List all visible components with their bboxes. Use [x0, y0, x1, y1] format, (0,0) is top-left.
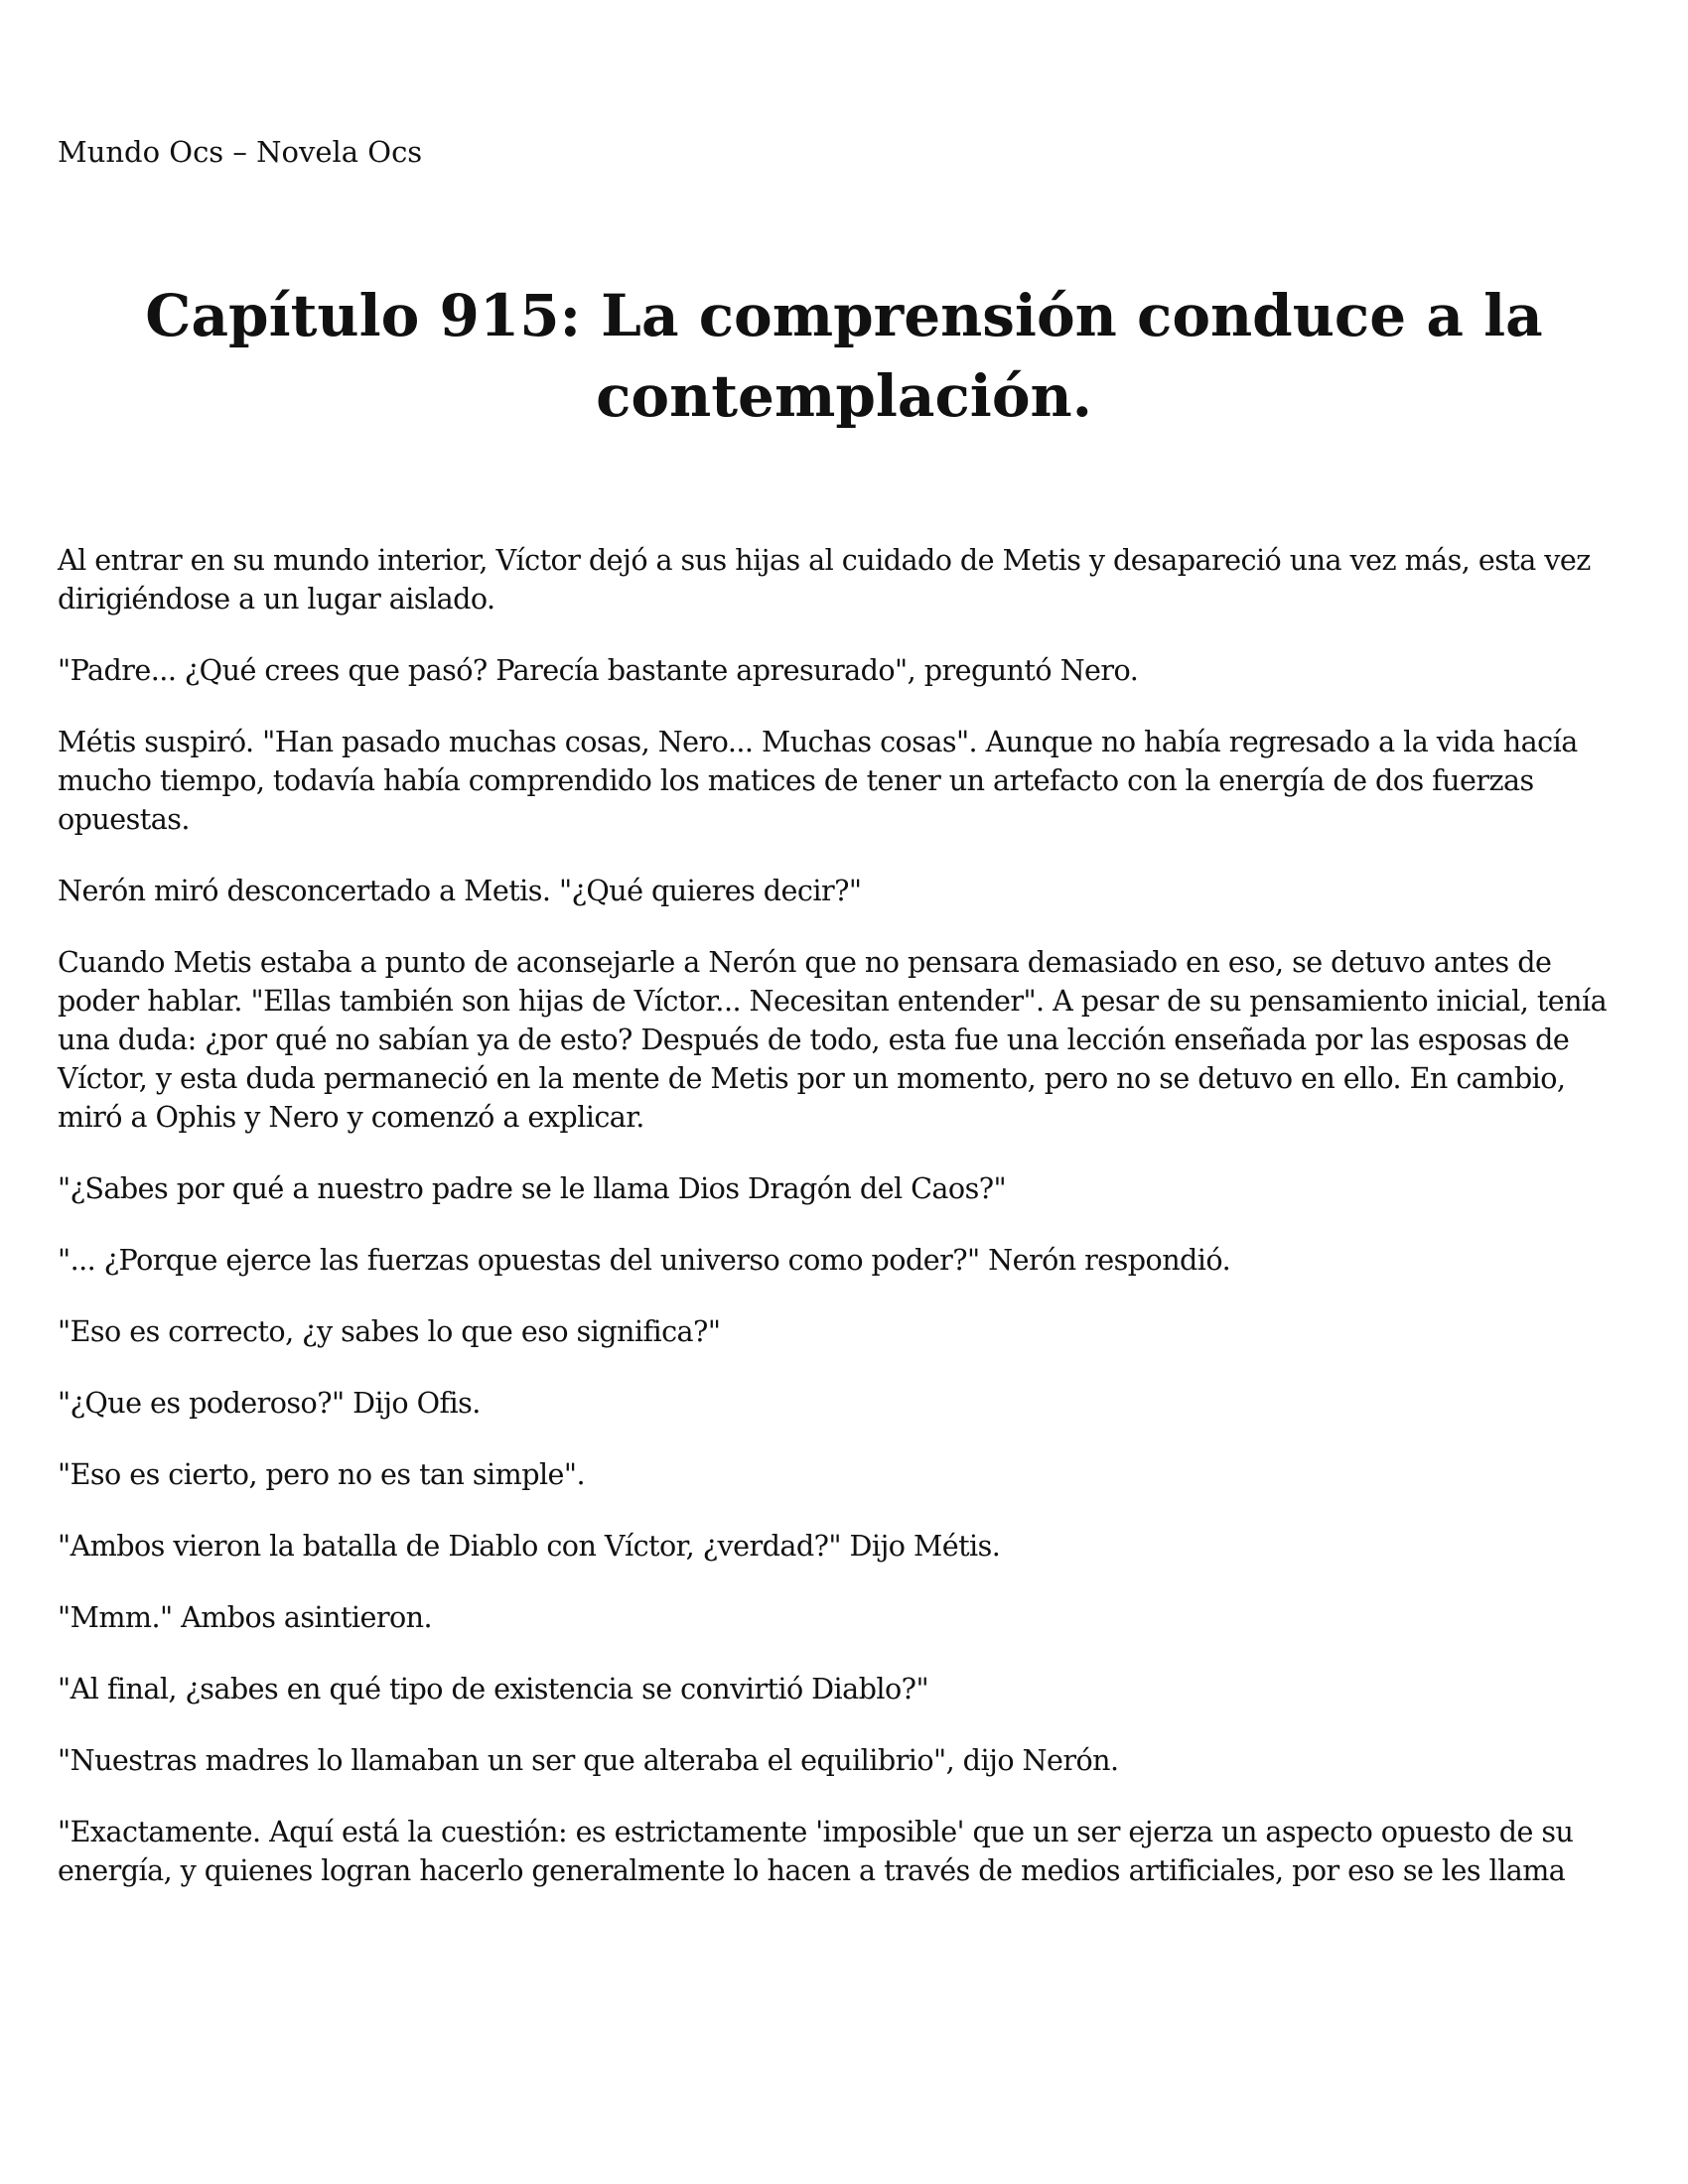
- chapter-title-line-1: Capítulo 915: La comprensión conduce a la: [145, 282, 1543, 349]
- paragraph: "Al final, ¿sabes en qué tipo de existencia se convirtió Diablo?": [58, 1672, 929, 1706]
- paragraph: "Padre... ¿Qué crees que pasó? Parecía bastante apresurado", preguntó Nero.: [58, 653, 1139, 687]
- paragraph: "Eso es correcto, ¿y sabes lo que eso significa?": [58, 1314, 721, 1348]
- chapter-title-line-2: contemplación.: [596, 362, 1092, 430]
- paragraph: Cuando Metis estaba a punto de aconsejarle a Nerón que no pensara demasiado en eso, se detuvo antes de poder hablar. "Ellas también son hijas de Víctor... Necesitan entender". A pesar de su pensamiento inicial, tenía una duda: ¿por qué no sabían ya de esto? Después de todo, esta fue una lección enseñada por las esposas de Víctor, y esta duda permaneció en la mente de Metis por un momento, pero no se detuvo en ello. En cambio, miró a Ophis y Nero y comenzó a explicar.: [58, 945, 1608, 1134]
- paragraph: "... ¿Porque ejerce las fuerzas opuestas del universo como poder?" Nerón respondió.: [58, 1243, 1231, 1277]
- paragraph: "¿Sabes por qué a nuestro padre se le llama Dios Dragón del Caos?": [58, 1171, 1007, 1205]
- paragraph: "Nuestras madres lo llamaban un ser que alteraba el equilibrio", dijo Nerón.: [58, 1743, 1119, 1777]
- chapter-body: [58, 541, 1626, 1923]
- paragraph: "Exactamente. Aquí está la cuestión: es estrictamente 'imposible' que un ser ejerza un aspecto opuesto de su energía, y quienes logran hacerlo generalmente lo hacen a través de medios artificiales, por eso se les llama: [58, 1815, 1574, 1887]
- page-header: Mundo Ocs – Novela Ocs: [58, 135, 423, 169]
- chapter-title: [119, 276, 1569, 437]
- paragraph: "¿Que es poderoso?" Dijo Ofis.: [58, 1386, 481, 1420]
- paragraph: Nerón miró desconcertado a Metis. "¿Qué quieres decir?": [58, 874, 862, 907]
- paragraph: Al entrar en su mundo interior, Víctor dejó a sus hijas al cuidado de Metis y desapareció una vez más, esta vez dirigiéndose a un lugar aislado.: [58, 543, 1591, 615]
- paragraph: "Eso es cierto, pero no es tan simple".: [58, 1457, 586, 1491]
- paragraph: Métis suspiró. "Han pasado muchas cosas, Nero... Muchas cosas". Aunque no había regresado a la vida hacía mucho tiempo, todavía había comprendido los matices de tener un artefacto con la energía de dos fuerzas opuestas.: [58, 725, 1578, 836]
- paragraph: "Ambos vieron la batalla de Diablo con Víctor, ¿verdad?" Dijo Métis.: [58, 1529, 1001, 1563]
- paragraph: "Mmm." Ambos asintieron.: [58, 1600, 433, 1634]
